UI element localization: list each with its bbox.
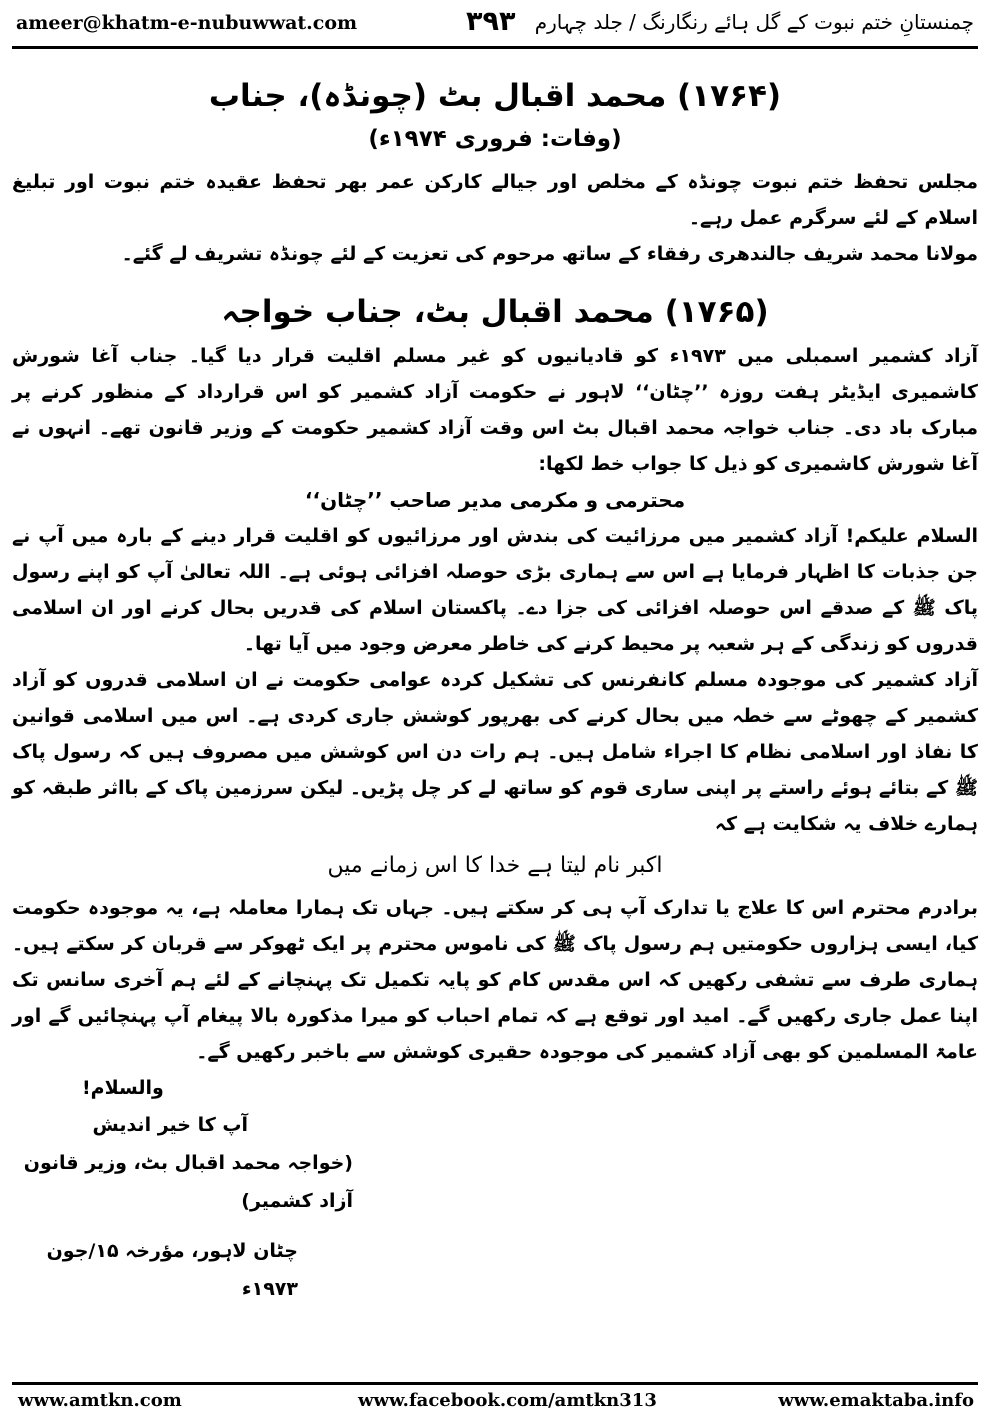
letter-salutation: محترمی و مکرمی مدیر صاحب ’’چٹان‘‘ — [304, 488, 686, 512]
entry-1764-condolence: مولانا محمد شریف جالندھری رفقاء کے ساتھ مرحوم کی تعزیت کے لئے چونڈہ تشریف لے گئے۔ — [121, 243, 978, 265]
entry-1765-intro: آزاد کشمیر اسمبلی میں ۱۹۷۳ء کو قادیانیوں کو غیر مسلم اقلیت قرار دیا گیا۔ جناب آغا شورش کاشمیری ایڈیٹر ہفت روزہ ’’چٹان‘‘ لاہور نے حکومت آزاد کشمیر کو اس قرارداد کے منظور کرنے پر مبارک باد دی۔ جناب خواجہ محمد اقبال بٹ اس وقت آزاد کشمیر حکومت کے وزیر قانون تھے۔ انہوں نے آغا شورش کاشمیری کو ذیل کا جواب خط لکھا: — [12, 345, 979, 475]
footer-link-facebook[interactable]: www.facebook.com/amtkn313 — [358, 1390, 657, 1411]
letter-paragraph-2: آزاد کشمیر کی موجودہ مسلم کانفرنس کی تشکیل کردہ عوامی حکومت نے ان اسلامی قدروں کو آزاد کشمیر کے چھوٹے سے خطہ میں بحال کرنے کی بھرپور کوشش جاری کردی ہے۔ اس میں اسلامی قوانین کا نفاذ اور اسلامی نظام کا اجراء شامل ہیں۔ ہم رات دن اس کوشش میں مصروف ہیں کہ رسول پاک ﷺ کے بتائے ہوئے راستے پر اپنی ساری قوم کو ساتھ لے کر چل پڑیں۔ لیکن سرزمین پاک کے بااثر طبقہ کو ہمارے خلاف یہ شکایت ہے کہ — [12, 669, 978, 835]
entry-1764-death-date: (وفات: فروری ۱۹۷۴ء) — [368, 126, 622, 152]
header-email: ameer@khatm-e-nubuwwat.com — [16, 12, 358, 34]
page-header — [0, 0, 990, 44]
page-number: ۳۹۳ — [466, 6, 516, 37]
book-title: چمنستانِ ختم نبوت کے گل ہائے رنگارنگ / جلد چہارم — [534, 10, 974, 34]
page-content — [12, 56, 978, 1376]
letter-source: چٹان لاہور، مؤرخہ ۱۵/جون ۱۹۷۳ء — [46, 1240, 298, 1300]
footer-rule — [12, 1382, 978, 1385]
letter-closing-row — [12, 1070, 978, 1106]
footer-link-amtkn[interactable]: www.amtkn.com — [18, 1390, 182, 1411]
page-footer — [0, 1388, 990, 1418]
letter-signature: (خواجہ محمد اقبال بٹ، وزیر قانون آزاد کشمیر) — [23, 1152, 353, 1212]
entry-1764-heading: (۱۷۶۴) محمد اقبال بٹ (چونڈہ)، جناب — [208, 78, 782, 114]
entry-1764-paragraph: مجلس تحفظ ختم نبوت چونڈہ کے مخلص اور جیالے کارکن عمر بھر تحفظ عقیدہ ختم نبوت اور تبلیغ اسلام کے لئے سرگرم عمل رہے۔ — [12, 171, 978, 229]
letter-paragraph-3: برادرم محترم اس کا علاج یا تدارک آپ ہی کر سکتے ہیں۔ جہاں تک ہمارا معاملہ ہے، یہ موجودہ حکومت کیا، ایسی ہزاروں حکومتیں ہم رسول پاک ﷺ کی ناموس محترم پر ایک ٹھوکر سے قربان کر سکتے ہیں۔ ہماری طرف سے تشفی رکھیں کہ اس مقدس کام کو پایہ تکمیل تک پہنچانے کے لئے ہم آخری سانس تک اپنا عمل جاری رکھیں گے۔ امید اور توقع ہے کہ تمام احباب کو میرا مذکورہ بالا پیغام آپ پہنچائیں گے اور عامۃ المسلمین کو بھی آزاد کشمیر کی موجودہ حقیری کوشش سے باخبر رکھیں گے۔ — [12, 897, 978, 1063]
footer-link-emaktaba[interactable]: www.emaktaba.info — [778, 1390, 974, 1411]
letter-paragraph-1: السلام علیکم! آزاد کشمیر میں مرزائیت کی بندش اور مرزائیوں کو اقلیت قرار دینے کے بارہ میں آپ نے جن جذبات کا اظہار فرمایا ہے اس سے ہماری بڑی حوصلہ افزائی ہوئی ہے۔ اللہ تعالیٰ آپ کو اپنے رسول پاک ﷺ کے صدقے اس حوصلہ افزائی کی جزا دے۔ پاکستان اسلام کی قدریں بحال کرنے اور ان اسلامی قدروں کو زندگی کے ہر شعبہ پر محیط کرنے کی خاطر معرض وجود میں آیا تھا۔ — [12, 525, 978, 655]
letter-closing: والسلام! — [82, 1077, 164, 1099]
header-rule — [12, 46, 978, 49]
letter-well-wisher: آپ کا خیر اندیش — [92, 1114, 248, 1136]
letter-verse: اکبر نام لیتا ہے خدا کا اس زمانے میں — [327, 853, 663, 878]
entry-1765-heading: (۱۷۶۵) محمد اقبال بٹ، جناب خواجہ — [221, 294, 769, 330]
